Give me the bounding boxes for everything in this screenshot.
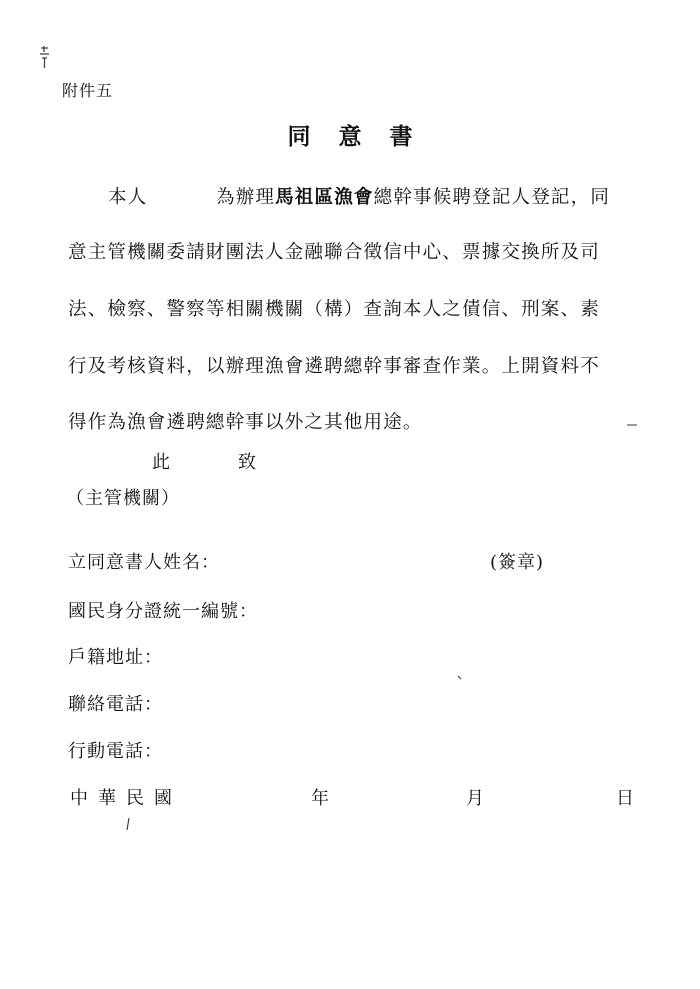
body-line-5: 得作為漁會遴聘總幹事以外之其他用途。 <box>68 412 423 433</box>
body-line-2: 意主管機關委請財團法人金融聯合徵信中心、票據交換所及司 <box>68 242 600 263</box>
scan-tick-icon <box>124 816 132 832</box>
scan-mark-icon <box>38 44 52 70</box>
mobile-label: 行動電話： <box>68 741 163 762</box>
date-month: 月 <box>466 788 494 809</box>
body-line-3: 法、檢察、警察等相關機關（構）查詢本人之債信、刑案、素 <box>68 299 600 320</box>
signer-name-label: 立同意書人姓名： <box>68 552 220 573</box>
signature-label: (簽章) <box>490 552 545 573</box>
body-line-1-suffix: 總幹事候聘登記人登記，同 <box>373 187 611 208</box>
scan-dot-icon <box>456 674 464 682</box>
scan-dash-icon <box>626 422 638 428</box>
association-name: 馬祖區漁會 <box>275 187 374 208</box>
document-title: 同意書 <box>287 123 441 150</box>
closing-word-1: 此 <box>152 452 171 473</box>
body-line-1-mid: 為辦理 <box>216 187 276 208</box>
phone-label: 聯絡電話： <box>68 694 163 715</box>
id-number-label: 國民身分證統一編號： <box>68 601 258 622</box>
recipient-label: （主管機關） <box>66 488 180 509</box>
attachment-label: 附件五 <box>62 81 114 100</box>
body-line-1-prefix: 本人 <box>108 187 148 208</box>
date-era: 中華民國 <box>70 788 182 809</box>
date-year: 年 <box>311 788 339 809</box>
date-day: 日 <box>616 788 644 809</box>
body-line-1 <box>216 183 610 209</box>
body-line-4: 行及考核資料，以辦理漁會遴聘總幹事審查作業。上開資料不 <box>68 356 600 377</box>
closing-word-2: 致 <box>238 452 257 473</box>
address-label: 戶籍地址： <box>68 647 163 668</box>
